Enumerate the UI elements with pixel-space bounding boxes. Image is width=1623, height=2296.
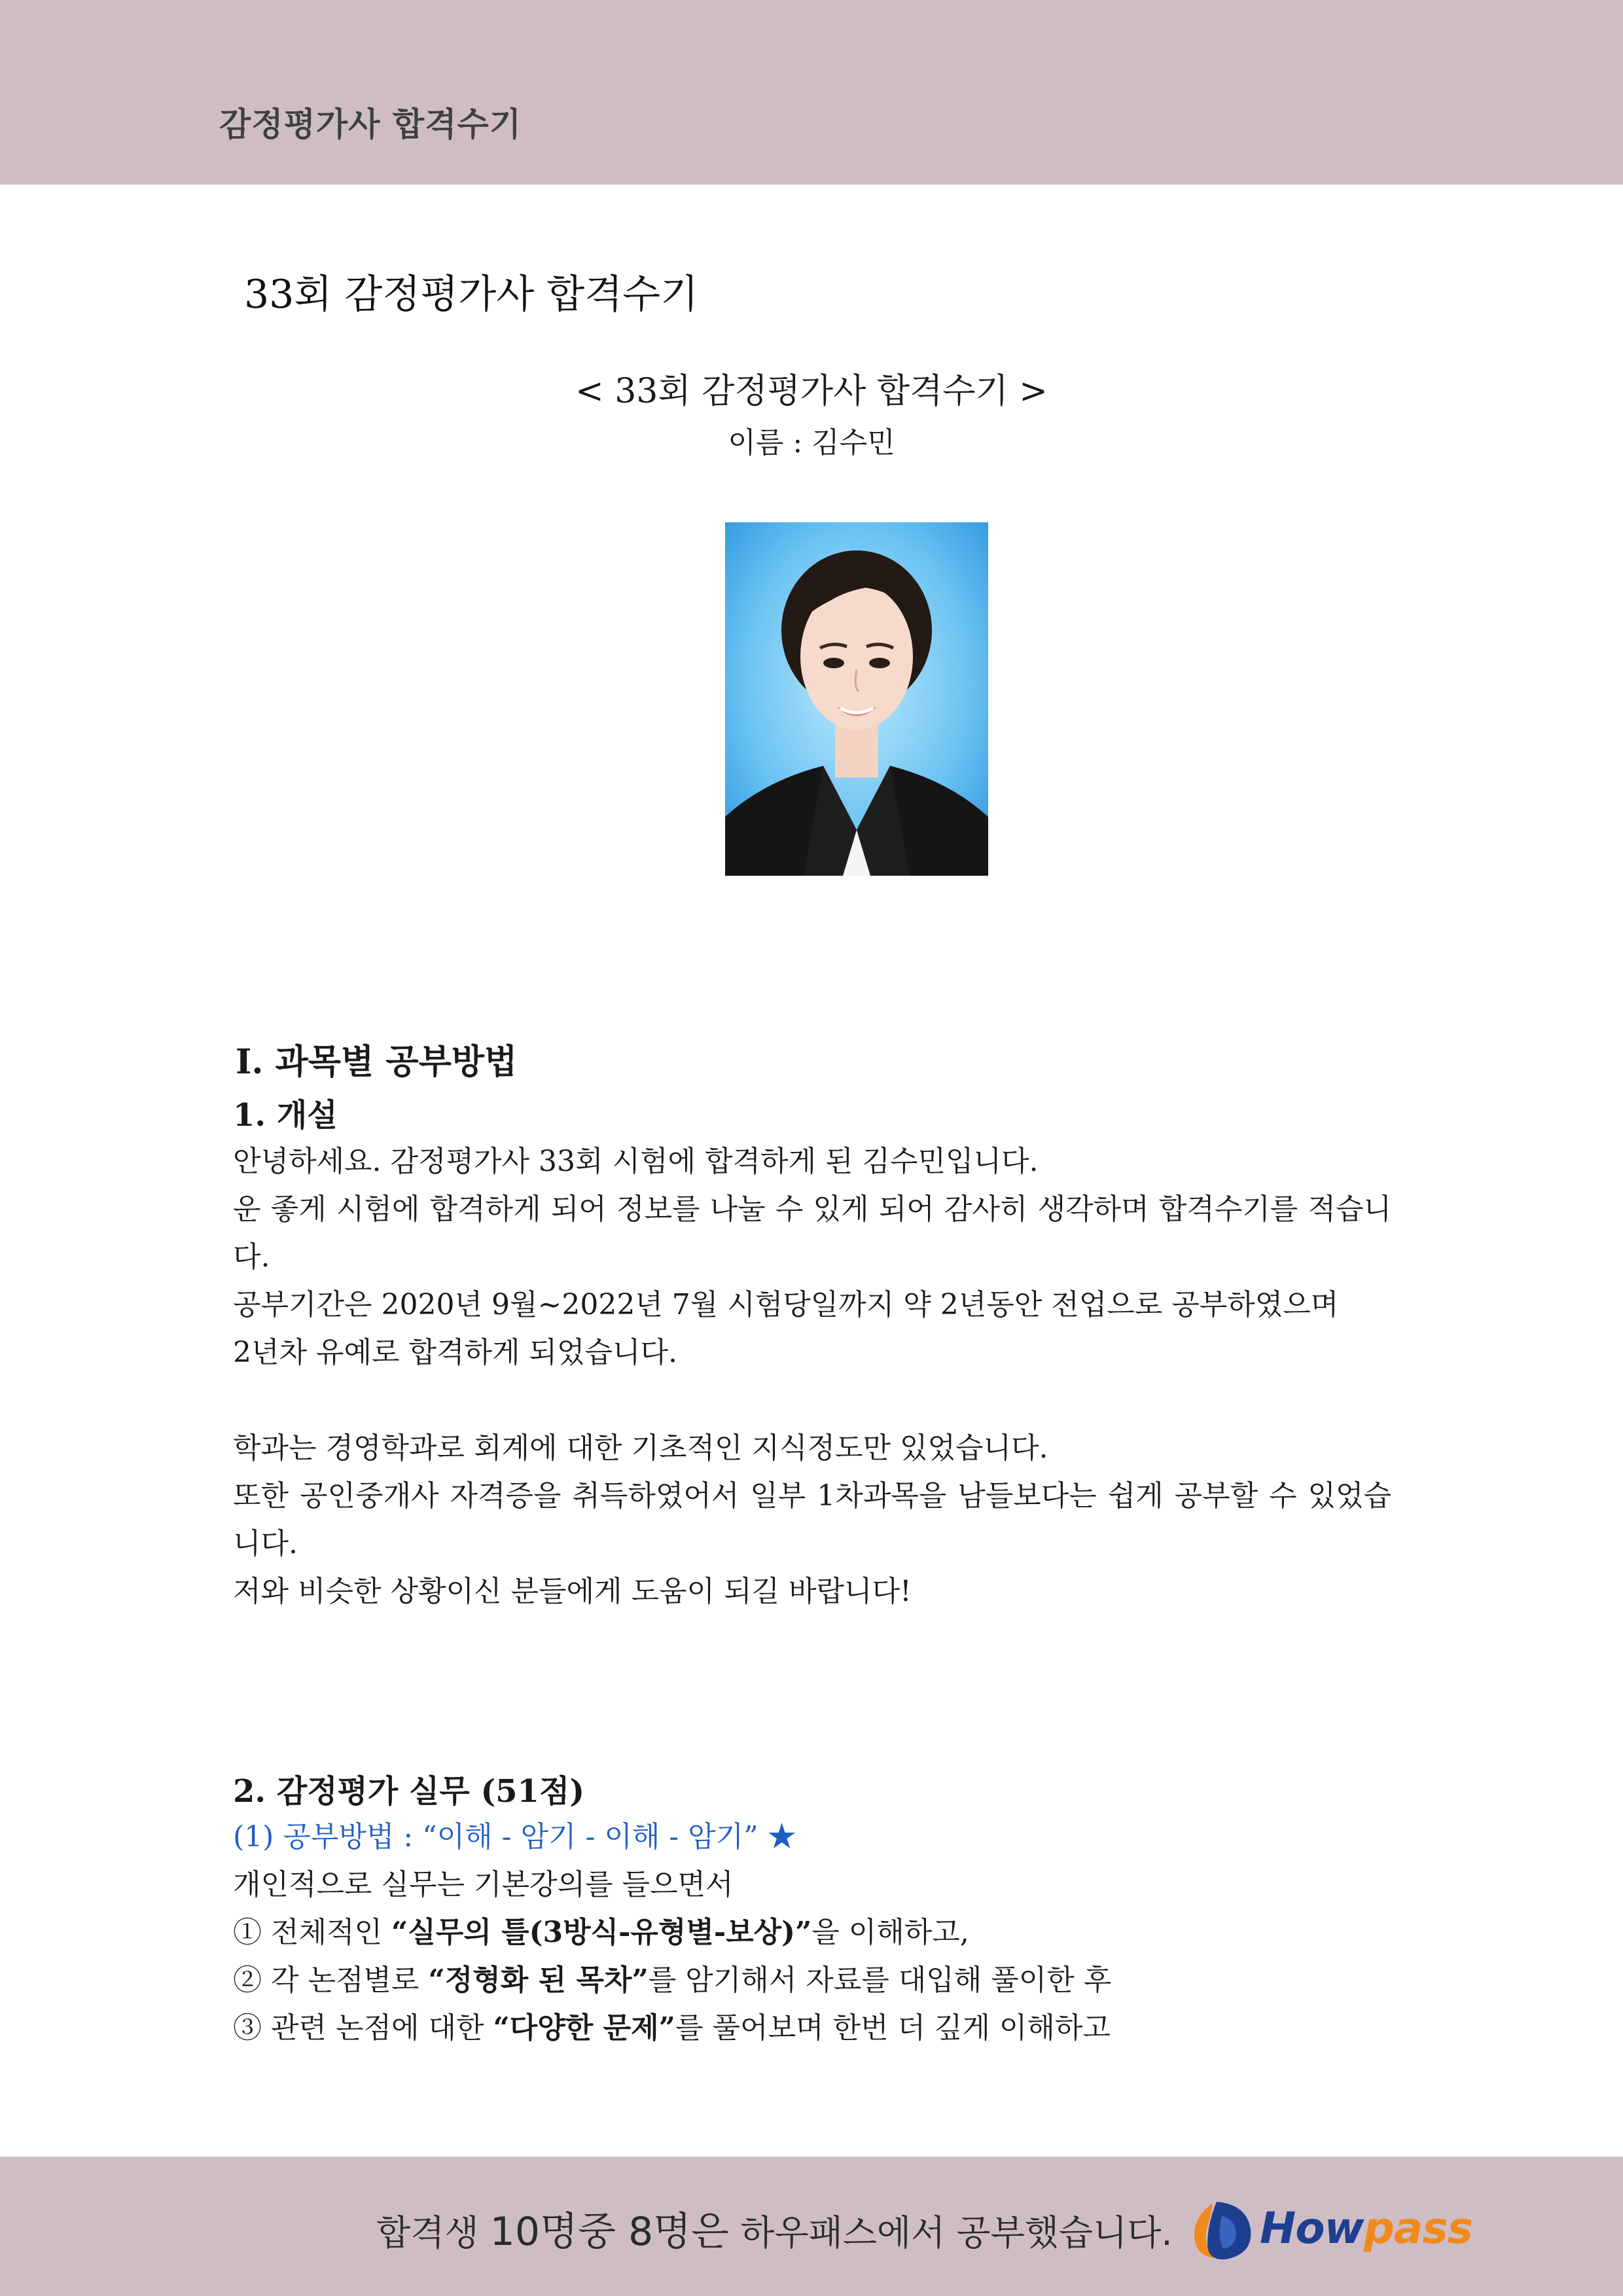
header-band — [0, 0, 1623, 185]
paragraph-line: 저와 비슷한 상황이신 분들에게 도움이 되길 바랍니다! — [233, 1575, 912, 1608]
list-item: ① 전체적인 “실무의 틀(3방식-유형별-보상)”을 이해하고, — [233, 1916, 969, 1949]
page-heading: 33회 감정평가사 합격수기 — [244, 272, 699, 317]
subsection-title-overview: 1. 개설 — [233, 1097, 338, 1134]
paragraph-line: 운 좋게 시험에 합격하게 되어 정보를 나눌 수 있게 되어 감사히 생각하며 합격수기를 적습니다. — [233, 1193, 1391, 1274]
overview-text — [233, 1138, 1391, 1615]
footer-slogan: 합격생 10명중 8명은 하우패스에서 공부했습니다. — [376, 2209, 1173, 2255]
study-method-line: (1) 공부방법 : “이해 - 암기 - 이해 - 암기” ★ — [233, 1820, 796, 1854]
author-name: 이름 : 김수민 — [728, 426, 895, 459]
document-title: < 33회 감정평가사 합격수기 > — [575, 372, 1048, 411]
list-item: ② 각 논점별로 “정형화 된 목차”를 암기해서 자료를 대입해 풀이한 후 — [233, 1964, 1112, 1997]
list-item: ③ 관련 논점에 대한 “다양한 문제”를 풀어보며 한번 더 깊게 이해하고 — [233, 2011, 1111, 2045]
paragraph-line: 안녕하세요. 감정평가사 33회 시험에 합격하게 된 김수민입니다. — [233, 1145, 1039, 1178]
howpass-logo-icon — [1188, 2198, 1257, 2263]
profile-photo — [725, 522, 988, 876]
howpass-logo[interactable] — [1188, 2198, 1489, 2263]
subsection-title-practice: 2. 감정평가 실무 (51점) — [233, 1773, 585, 1810]
paragraph-line: 2년차 유예로 합격하게 되었습니다. — [233, 1336, 677, 1369]
paragraph-line: 개인적으로 실무는 기본강의를 들으면서 — [233, 1868, 734, 1901]
paragraph-line: 또한 공인중개사 자격증을 취득하였어서 일부 1차과목을 남들보다는 쉽게 공부할 수 있었습니다. — [233, 1479, 1391, 1560]
logo-text: Howpass — [1260, 2203, 1472, 2253]
paragraph-line: 학과는 경영학과로 회계에 대한 기초적인 지식정도만 있었습니다. — [233, 1431, 1048, 1465]
section-title: Ⅰ. 과목별 공부방법 — [236, 1042, 518, 1082]
header-title: 감정평가사 합격수기 — [219, 105, 522, 143]
paragraph-line: 공부기간은 2020년 9월~2022년 7월 시험당일까지 약 2년동안 전업으로 공부하였으며 — [233, 1288, 1339, 1321]
practice-text — [233, 1813, 1391, 2052]
